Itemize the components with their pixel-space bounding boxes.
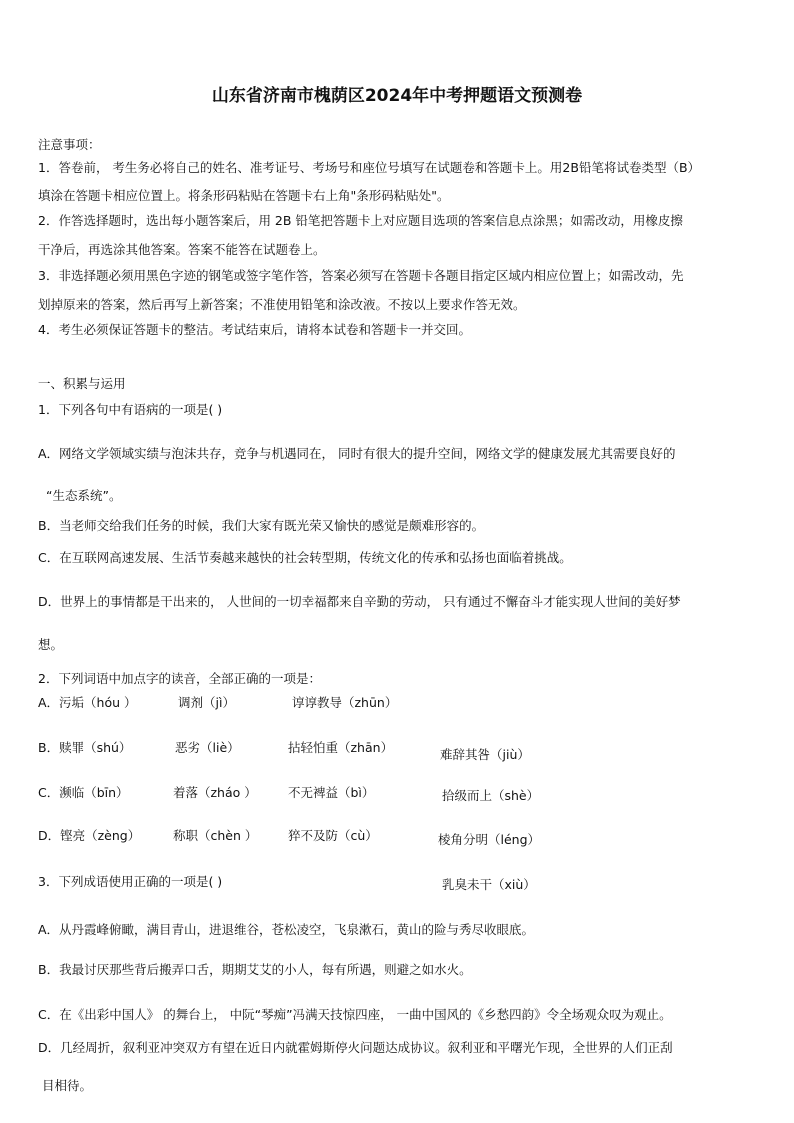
- question-1-option-b: B．当老师交给我们任务的时候，我们大家有既光荣又愉快的感觉是颇难形容的。: [38, 518, 485, 533]
- question-3-option-c: C．在《出彩中国人》 的舞台上， 中阮“琴痴”冯满天技惊四座， 一曲中国风的《乡愁四韵》令全场观众叹为观止。: [38, 1007, 672, 1022]
- question-2-word: 不无裨益（bì）: [288, 785, 375, 800]
- notice-line: 干净后，再选涂其他答案。答案不能答在试题卷上。: [38, 242, 326, 257]
- notice-line: 2．作答选择题时，选出每小题答案后，用 2B 铅笔把答题卡上对应题目选项的答案信息点涂黑；如需改动，用橡皮擦: [38, 213, 683, 228]
- question-3-option-d-cont: 目相待。: [42, 1078, 93, 1093]
- question-2-word: 拈轻怕重（zhān）: [288, 740, 394, 755]
- notice-line: 1．答卷前， 考生务必将自己的姓名、准考证号、考场号和座位号填写在试题卷和答题卡上。用2B铅笔将试卷类型（B）: [38, 160, 701, 175]
- question-2-word: 拾级而上（shè）: [442, 788, 540, 803]
- notice-heading: 注意事项：: [38, 137, 101, 152]
- notice-line: 4．考生必须保证答题卡的整洁。考试结束后，请将本试卷和答题卡一并交回。: [38, 322, 471, 337]
- question-2-option-d: D．铿亮（zèng）: [38, 828, 141, 843]
- question-3-option-b: B．我最讨厌那些背后搬弄口舌，期期艾艾的小人，每有所遇，则避之如水火。: [38, 962, 472, 977]
- question-2-word: 称职（chèn ）: [173, 828, 258, 843]
- question-1-option-d: D．世界上的事情都是干出来的， 人世间的一切幸福都来自辛勤的劳动， 只有通过不懈奋斗才能实现人世间的美好梦: [38, 594, 681, 609]
- question-2-word: 难辞其咎（jiù）: [440, 747, 530, 762]
- section-heading: 一、积累与运用: [38, 376, 126, 391]
- question-2-word: 着落（zháo ）: [173, 785, 257, 800]
- question-3-stem: 3．下列成语使用正确的一项是( ): [38, 874, 223, 889]
- question-1-stem: 1．下列各句中有语病的一项是( ): [38, 402, 223, 417]
- question-2-stem: 2．下列词语中加点字的读音，全部正确的一项是：: [38, 671, 321, 686]
- question-2-word: 谆谆教导（zhūn）: [292, 695, 398, 710]
- question-2-word: 乳臭未干（xiù）: [442, 877, 536, 892]
- question-1-option-c: C．在互联网高速发展、生活节奏越来越快的社会转型期，传统文化的传承和弘扬也面临着挑战。: [38, 550, 572, 565]
- question-1-option-a: A．网络文学领域实绩与泡沫共存，竞争与机遇同在， 同时有很大的提升空间，网络文学的健康发展尤其需要良好的: [38, 446, 676, 461]
- question-3-option-d: D．几经周折，叙利亚冲突双方有望在近日内就霍姆斯停火问题达成协议。叙利亚和平曙光乍现，全世界的人们正刮: [38, 1040, 673, 1055]
- question-2-option-c: C．濒临（bīn）: [38, 785, 129, 800]
- notice-line: 3．非选择题必须用黑色字迹的钢笔或签字笔作答，答案必须写在答题卡各题目指定区域内相应位置上；如需改动，先: [38, 268, 684, 283]
- question-1-option-d-cont: 想。: [38, 637, 64, 652]
- notice-line: 划掉原来的答案，然后再写上新答案；不准使用铅笔和涂改液。不按以上要求作答无效。: [38, 297, 526, 312]
- question-2-word: 调剂（jì）: [178, 695, 235, 710]
- notice-line: 填涂在答题卡相应位置上。将条形码粘贴在答题卡右上角"条形码粘贴处"。: [38, 188, 450, 203]
- question-2-word: 恶劣（liè）: [175, 740, 240, 755]
- question-2-word: 猝不及防（cù）: [288, 828, 378, 843]
- question-2-option-a: A．污垢（hóu ）: [38, 695, 137, 710]
- page-title: 山东省济南市槐荫区2024年中考押题语文预测卷: [211, 86, 583, 106]
- question-2-word: 棱角分明（léng）: [438, 832, 541, 847]
- question-3-option-a: A．从丹霞峰俯瞰，满目青山，进退维谷，苍松凌空，飞泉漱石，黄山的险与秀尽收眼底。: [38, 922, 535, 937]
- question-1-option-a-cont: “生态系统”。: [46, 488, 122, 503]
- question-2-option-b: B．赎罪（shú）: [38, 740, 132, 755]
